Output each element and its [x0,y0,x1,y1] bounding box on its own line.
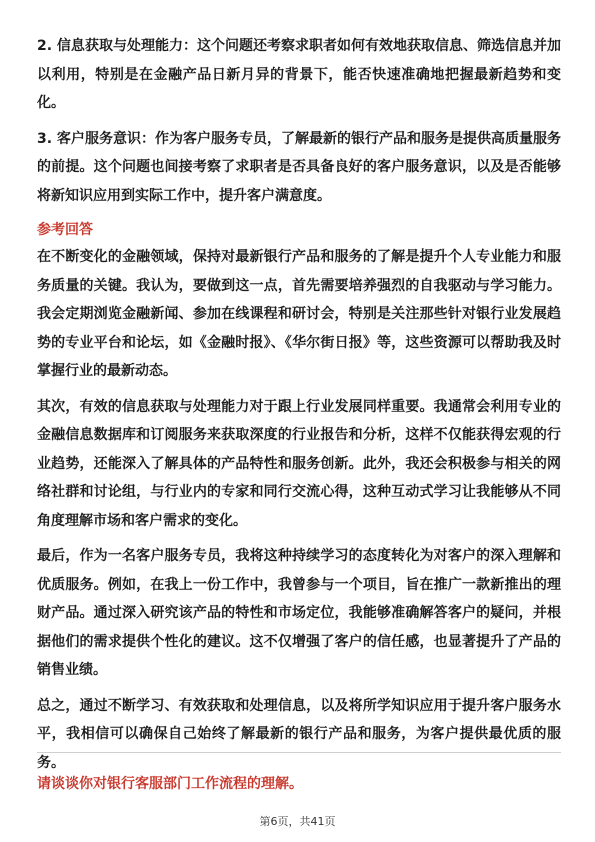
evaluation-point-info-processing: 2. 信息获取与处理能力：这个问题还考察求职者如何有效地获取信息、筛选信息并加以利用，特别是在金融产品日新月异的背景下，能否快速准确地把握最新趋势和变化。 [37,38,561,111]
answer-paragraph: 在不断变化的金融领域，保持对最新银行产品和服务的了解是提升个人专业能力和服务质量的关键。我认为，要做到这一点，首先需要培养强烈的自我驱动与学习能力。我会定期浏览金融新闻、参加在线课程和研讨会，特别是关注那些针对银行业发展趋势的专业平台和论坛，如《金融时报》、《华尔街日报》等，这些资源可以帮助我及时掌握行业的最新动态。 [37,249,561,379]
answer-paragraph: 最后，作为一名客户服务专员，我将这种持续学习的态度转化为对客户的深入理解和优质服务。例如，在我上一份工作中，我曾参与一个项目，旨在推广一款新推出的理财产品。通过深入研究该产品的特性和市场定位，我能够准确解答客户的疑问，并根据他们的需求提供个性化的建议。这不仅增强了客户的信任感，也显著提升了产品的销售业绩。 [37,548,561,678]
answer-paragraph: 其次，有效的信息获取与处理能力对于跟上行业发展同样重要。我通常会利用专业的金融信息数据库和订阅服务来获取深度的行业报告和分析，这样不仅能获得宏观的行业趋势，还能深入了解具体的产品特性和服务创新。此外，我还会积极参与相关的网络社群和讨论组，与行业内的专家和同行交流心得，这种互动式学习让我能够从不同角度理解市场和客户需求的变化。 [37,398,561,529]
page-content [37,32,561,784]
reference-answer-heading: 参考回答 [37,222,93,238]
section-divider [37,752,561,753]
answer-paragraph: 总之，通过不断学习、有效获取和处理信息，以及将所学知识应用于提升客户服务水平，我相信可以确保自己始终了解最新的银行产品和服务，为客户提供最优质的服务。 [37,697,561,771]
next-question-heading: 请谈谈你对银行客服部门工作流程的理解。 [37,776,303,792]
evaluation-point-customer-service: 3. 客户服务意识：作为客户服务专员，了解最新的银行产品和服务是提供高质量服务的前提。这个问题也间接考察了求职者是否具备良好的客户服务意识，以及是否能够将新知识应用到实际工作中，提升客户满意度。 [37,130,561,204]
page-number-footer: 第6页，共41页 [259,815,336,828]
